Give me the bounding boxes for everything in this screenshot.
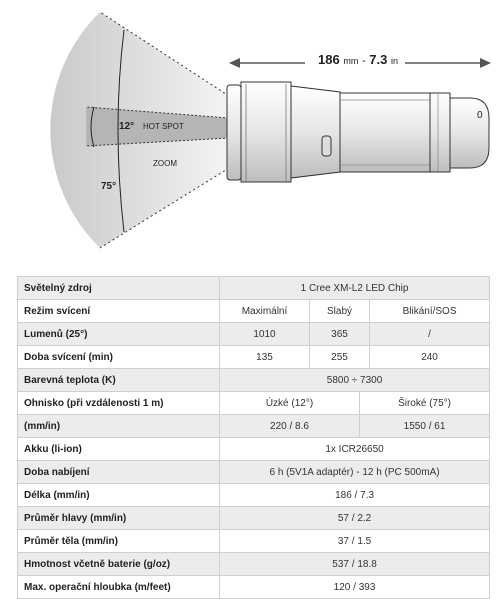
spec-value: 1 Cree XM-L2 LED Chip [220,277,490,300]
spec-label: Akku (li-ion) [18,438,220,461]
spec-row-mode [18,300,490,323]
spec-label: Délka (mm/in) [18,484,220,507]
spec-value: 57 / 2.2 [220,507,490,530]
narrow-angle-label: 12° [119,121,135,132]
spec-value: 37 / 1.5 [220,530,490,553]
spec-row-max-depth [18,576,490,599]
spec-value: Široké (75°) [360,392,490,415]
spec-value: 1x ICR26650 [220,438,490,461]
tail-mark: 0 [477,110,483,121]
spec-value: 1010 [220,323,310,346]
head-front [227,85,241,180]
spec-row-charging-time [18,461,490,484]
spec-row-weight [18,553,490,576]
spec-row-head-diameter [18,507,490,530]
tail-cap [450,98,489,168]
head-taper [291,86,340,178]
length-mm-unit: mm [343,56,359,66]
head-bezel [241,82,291,182]
spec-row-focus-distance [18,415,490,438]
spec-value: 365 [310,323,370,346]
flashlight-diagram [0,0,503,270]
spec-value: 186 / 7.3 [220,484,490,507]
length-label [318,52,398,67]
spec-label: Průměr těla (mm/in) [18,530,220,553]
spec-label: Světelný zdroj [18,277,220,300]
spec-value: 220 / 8.6 [220,415,360,438]
length-in-unit: in [390,56,398,66]
spec-value: 6 h (5V1A adaptér) - 12 h (PC 500mA) [220,461,490,484]
spec-label: Lumenů (25°) [18,323,220,346]
length-in-value: 7.3 [369,52,388,67]
spec-row-color-temperature [18,369,490,392]
spec-row-battery [18,438,490,461]
spec-label: Hmotnost včetně baterie (g/oz) [18,553,220,576]
spec-label: Průměr hlavy (mm/in) [18,507,220,530]
spec-row-body-diameter [18,530,490,553]
spec-value: / [370,323,490,346]
spec-value: 1550 / 61 [360,415,490,438]
spec-row-light-source [18,277,490,300]
hot-spot-label: HOT SPOT [143,122,184,131]
body-ring [430,93,450,172]
spec-value: Blikání/SOS [370,300,490,323]
length-mm-value: 186 [318,52,340,67]
spec-value: Úzké (12°) [220,392,360,415]
spec-value: 240 [370,346,490,369]
spec-row-focus [18,392,490,415]
spec-label: (mm/in) [18,415,220,438]
flashlight-drawing [0,0,503,270]
spec-label: Barevná teplota (K) [18,369,220,392]
dimension-arrow-left [229,58,240,68]
spec-value: 5800 ÷ 7300 [220,369,490,392]
spec-value: 120 / 393 [220,576,490,599]
spec-value: Slabý [310,300,370,323]
spec-value: Maximální [220,300,310,323]
wide-angle-label: 75° [101,181,117,192]
spec-row-runtime [18,346,490,369]
spec-value: 255 [310,346,370,369]
spec-row-lumens [18,323,490,346]
spec-label: Doba nabíjení [18,461,220,484]
side-switch [322,136,331,156]
spec-label: Max. operační hloubka (m/feet) [18,576,220,599]
spec-label: Doba svícení (min) [18,346,220,369]
dimension-arrow-right [480,58,491,68]
spec-table [17,276,490,599]
spec-label: Režim svícení [18,300,220,323]
spec-label: Ohnisko (při vzdálenosti 1 m) [18,392,220,415]
length-separator: - [361,55,366,67]
zoom-label: ZOOM [153,159,177,168]
spec-value: 537 / 18.8 [220,553,490,576]
spec-row-length [18,484,490,507]
body-tube [340,93,430,172]
spec-value: 135 [220,346,310,369]
